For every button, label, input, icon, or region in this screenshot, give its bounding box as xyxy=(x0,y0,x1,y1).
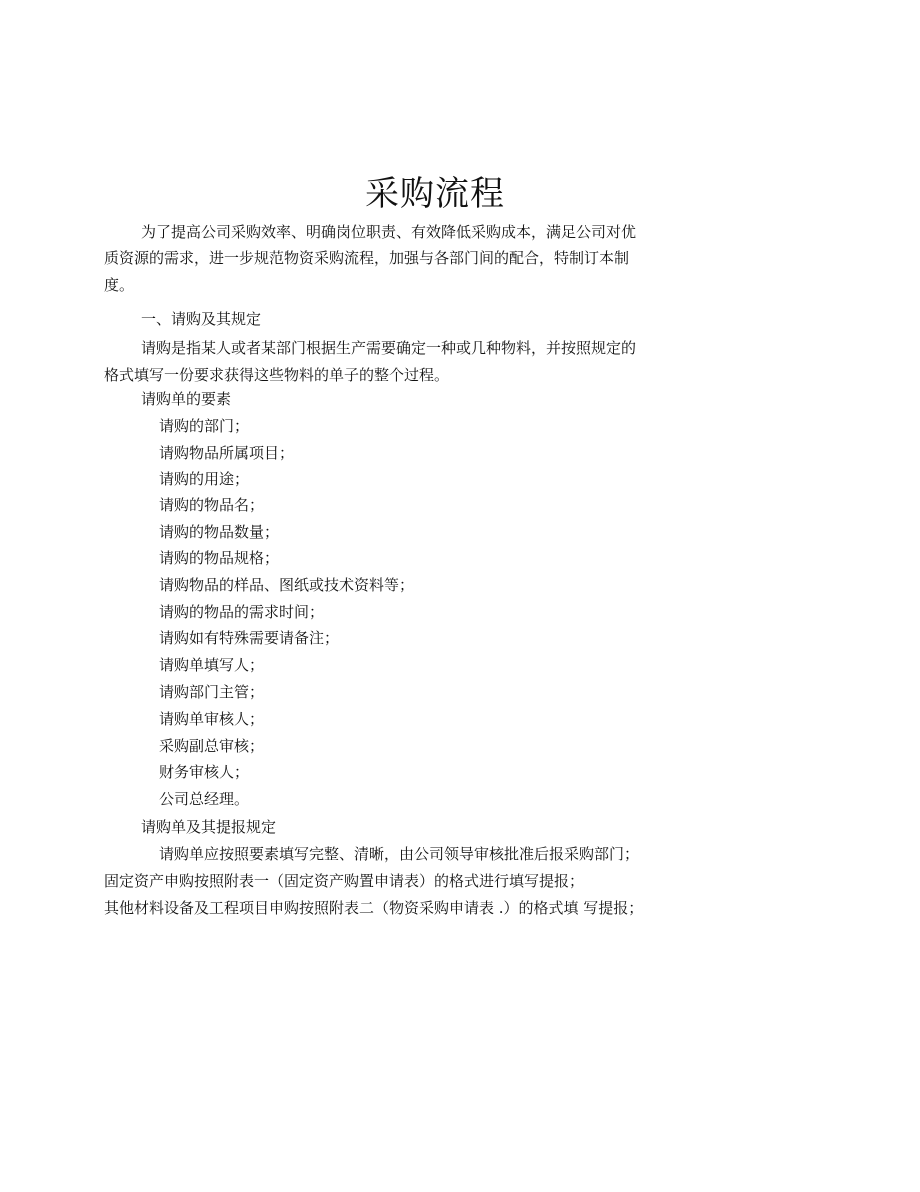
definition-line-1: 请购是指某人或者某部门根据生产需要确定一种或几种物料，并按照规定的 xyxy=(141,339,637,357)
element-item: 请购的物品的需求时间； xyxy=(159,603,325,621)
section1-heading: 一、请购及其规定 xyxy=(141,310,262,328)
rule-line: 其他材料设备及工程项目申购按照附表二（物资采购申请表 .）的格式填 写提报； xyxy=(104,899,644,917)
element-item: 请购物品所属项目； xyxy=(159,444,295,462)
intro-line-3: 度。 xyxy=(104,276,135,294)
element-item: 请购的物品数量； xyxy=(159,523,280,541)
rules-heading: 请购单及其提报规定 xyxy=(141,818,277,836)
element-item: 请购部门主管； xyxy=(159,683,265,701)
element-item: 请购单审核人； xyxy=(159,710,265,728)
element-item: 请购的部门； xyxy=(159,417,250,435)
rule-line: 请购单应按照要素填写完整、清晰，由公司领导审核批准后报采购部门； xyxy=(159,845,640,863)
intro-line-1: 为了提高公司采购效率、明确岗位职责、有效降低采购成本，满足公司对优 xyxy=(141,223,637,241)
element-item: 请购如有特殊需要请备注； xyxy=(159,629,340,647)
definition-line-2: 格式填写一份要求获得这些物料的单子的整个过程。 xyxy=(104,366,450,384)
element-item: 财务审核人； xyxy=(159,763,250,781)
element-item: 请购的物品规格； xyxy=(159,549,280,567)
elements-heading: 请购单的要素 xyxy=(141,390,232,408)
element-item: 采购副总审核； xyxy=(159,737,265,755)
intro-line-2: 质资源的需求，进一步规范物资采购流程，加强与各部门间的配合，特制订本制 xyxy=(104,249,630,267)
document-title: 采购流程 xyxy=(365,174,505,214)
element-item: 请购的用途； xyxy=(159,470,250,488)
rule-line: 固定资产申购按照附表一（固定资产购置申请表）的格式进行填写提报； xyxy=(104,872,585,890)
element-item: 请购单填写人； xyxy=(159,656,265,674)
element-item: 请购物品的样品、图纸或技术资料等； xyxy=(159,576,415,594)
element-item: 请购的物品名； xyxy=(159,496,265,514)
element-item: 公司总经理。 xyxy=(159,790,250,808)
